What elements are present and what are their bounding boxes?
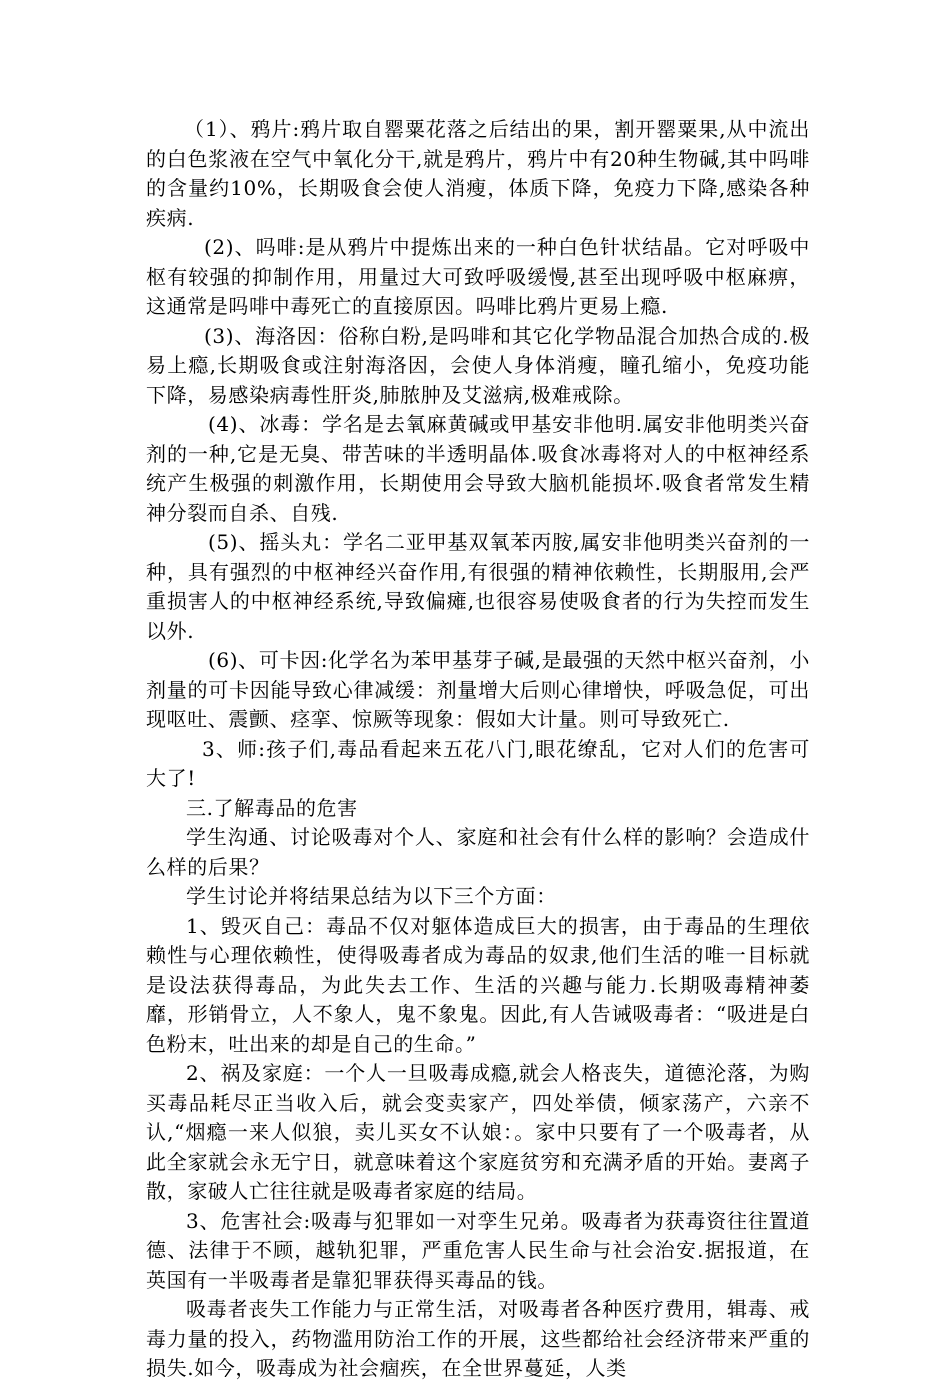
- section-heading-dangers: 三.了解毒品的危害: [186, 795, 358, 820]
- paragraph-harm-self: 1、毁灭自己：毒品不仅对躯体造成巨大的损害，由于毒品的生理依赖性与心理依赖性，使得吸毒者成为毒品的奴隶,他们生活的唯一目标就是设法获得毒品，为此失去工作、生活的兴趣与能力.长期吸毒精神萎靡，形销骨立，人不象人，鬼不象鬼。因此,有人告诫吸毒者：“吸进是白色粉末，吐出来的却是自己的生命。”: [146, 913, 810, 1056]
- paragraph-economic-loss: 吸毒者丧失工作能力与正常生活，对吸毒者各种医疗费用，辑毒、戒毒力量的投入，药物滥用防治工作的开展，这些都给社会经济带来严重的损失.如今，吸毒成为社会痼疾，在全世界蔓延，人类: [146, 1297, 810, 1380]
- paragraph-teacher-remark: 3、师:孩子们,毒品看起来五花八门,眼花缭乱，它对人们的危害可大了!: [146, 736, 810, 790]
- paragraph-ecstasy: (5)、摇头丸：学名二亚甲基双氧苯丙胺,属安非他明类兴奋剂的一种，具有强烈的中枢神经兴奋作用,有很强的精神依赖性，长期服用,会严重损害人的中枢神经系统,导致偏瘫,也很容易使吸食者的行为失控而发生以外.: [146, 530, 810, 643]
- paragraph-opium: （1）、鸦片:鸦片取自罂粟花落之后结出的果，割开罂粟果,从中流出的白色浆液在空气中氧化分干,就是鸦片，鸦片中有20种生物碱,其中吗啡的含量约10%，长期吸食会使人消瘦，体质下降，免疫力下降,感染各种疾病.: [146, 117, 810, 230]
- paragraph-heroin: (3)、海洛因：俗称白粉,是吗啡和其它化学物品混合加热合成的.极易上瘾,长期吸食或注射海洛因，会使人身体消瘦，瞳孔缩小，免疫功能下降，易感染病毒性肝炎,肺脓肿及艾滋病,极难戒除。: [146, 323, 810, 407]
- paragraph-student-discussion: 学生沟通、讨论吸毒对个人、家庭和社会有什么样的影响？会造成什么样的后果？: [146, 825, 810, 879]
- paragraph-meth: (4)、冰毒：学名是去氧麻黄碱或甲基安非他明.属安非他明类兴奋剂的一种,它是无臭、带苦味的半透明晶体.吸食冰毒将对人的中枢神经系统产生极强的刺激作用，长期使用会导致大脑机能损坏.吸食者常发生精神分裂而自杀、自残.: [146, 412, 810, 525]
- paragraph-harm-family: 2、祸及家庭：一个人一旦吸毒成瘾,就会人格丧失，道德沦落，为购买毒品耗尽正当收入后，就会变卖家产，四处举债，倾家荡产，六亲不认,“烟瘾一来人似狼，卖儿买女不认娘：。家中只要有了一个吸毒者，从此全家就会永无宁日，就意味着这个家庭贫穷和充满矛盾的开始。妻离子散，家破人亡往往就是吸毒者家庭的结局。: [146, 1061, 810, 1203]
- paragraph-cocaine: (6)、可卡因:化学名为苯甲基芽子碱,是最强的天然中枢兴奋剂，小剂量的可卡因能导致心律减缓：剂量增大后则心律增快，呼吸急促，可出现呕吐、震颤、痉挛、惊厥等现象：假如大计量。则可导致死亡.: [146, 648, 810, 731]
- paragraph-harm-society: 3、危害社会:吸毒与犯罪如一对孪生兄弟。吸毒者为获毒资往往置道德、法律于不顾，越轨犯罪，严重危害人民生命与社会治安.据报道，在英国有一半吸毒者是靠犯罪获得买毒品的钱。: [146, 1208, 810, 1292]
- document-body: [146, 115, 810, 1384]
- paragraph-summary-intro: 学生讨论并将结果总结为以下三个方面：: [186, 884, 557, 908]
- paragraph-morphine: (2)、吗啡:是从鸦片中提炼出来的一种白色针状结晶。它对呼吸中枢有较强的抑制作用，用量过大可致呼吸缓慢,甚至出现呼吸中枢麻痹，这通常是吗啡中毒死亡的直接原因。吗啡比鸦片更易上瘾.: [146, 235, 810, 318]
